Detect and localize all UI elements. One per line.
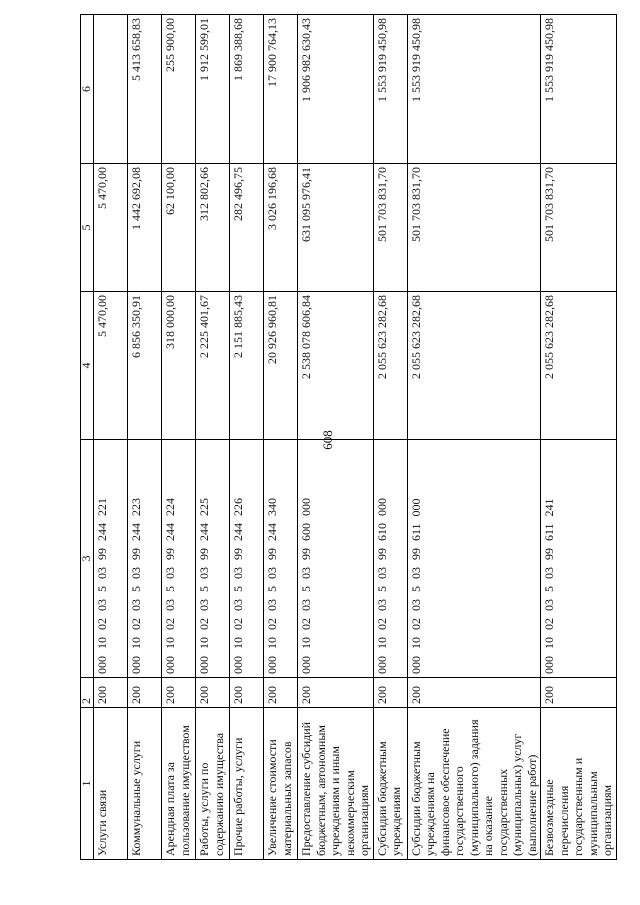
- row-col6: 1 553 919 450,98: [541, 15, 617, 164]
- row-col6: 1 553 919 450,98: [407, 15, 541, 164]
- row-code: 200: [196, 678, 230, 708]
- row-classification: 000 10 02 03 5 03 99 244 221: [94, 440, 128, 678]
- row-classification: 000 10 02 03 5 03 99 244 223: [128, 440, 162, 678]
- table-row: [407, 15, 541, 860]
- row-name: Безвозмездные перечисления государственным и муниципальным организациям: [541, 708, 617, 860]
- page-number: 608: [320, 430, 335, 450]
- row-col4: 2 151 885,43: [230, 292, 264, 440]
- table-row: [373, 15, 407, 860]
- row-name: Работы, услуги по содержанию имущества: [196, 708, 230, 860]
- row-col4: 318 000,00: [162, 292, 196, 440]
- row-col5: 5 470,00: [94, 164, 128, 292]
- row-col4: 2 055 623 282,68: [407, 292, 541, 440]
- header-col-3: 3: [81, 440, 94, 678]
- header-col-4: 4: [81, 292, 94, 440]
- row-name: Субсидии бюджетным учреждениям на финансовое обеспечение государственного (муниципального) задания на оказание государственных (муниципальных) услуг (выполнение работ): [407, 708, 541, 860]
- row-classification: 000 10 02 03 5 03 99 244 225: [196, 440, 230, 678]
- row-code: 200: [128, 678, 162, 708]
- rotated-table-container: [80, 15, 618, 860]
- row-name: Коммунальные услуги: [128, 708, 162, 860]
- row-classification: 000 10 02 03 5 03 99 611 241: [541, 440, 617, 678]
- row-col4: 6 856 350,91: [128, 292, 162, 440]
- row-col5: 1 442 692,08: [128, 164, 162, 292]
- row-classification: 000 10 02 03 5 03 99 244 226: [230, 440, 264, 678]
- row-col5: 501 703 831,70: [541, 164, 617, 292]
- row-col6: 1 553 919 450,98: [373, 15, 407, 164]
- row-col4: 20 926 960,81: [264, 292, 298, 440]
- header-col-1: 1: [81, 708, 94, 860]
- row-code: 200: [264, 678, 298, 708]
- row-code: 200: [373, 678, 407, 708]
- row-classification: 000 10 02 03 5 03 99 611 000: [407, 440, 541, 678]
- row-code: 200: [162, 678, 196, 708]
- row-code: 200: [407, 678, 541, 708]
- row-col5: 312 802,66: [196, 164, 230, 292]
- row-col4: 2 225 401,67: [196, 292, 230, 440]
- row-classification: 000 10 02 03 5 03 99 244 224: [162, 440, 196, 678]
- row-col4: 5 470,00: [94, 292, 128, 440]
- header-col-6: 6: [81, 15, 94, 164]
- table-row: [94, 15, 128, 860]
- row-col5: 3 026 196,68: [264, 164, 298, 292]
- row-name: Прочие работы, услуги: [230, 708, 264, 860]
- table-row: [162, 15, 196, 860]
- header-row: [81, 15, 94, 860]
- row-code: 200: [230, 678, 264, 708]
- row-col4: 2 538 078 606,84: [298, 292, 374, 440]
- table-row: [298, 15, 374, 860]
- row-col6: 17 900 764,13: [264, 15, 298, 164]
- row-name: Увеличение стоимости материальных запасов: [264, 708, 298, 860]
- row-name: Субсидии бюджетным учреждениям: [373, 708, 407, 860]
- row-col6: 1 869 388,68: [230, 15, 264, 164]
- row-col6: 1 906 982 630,43: [298, 15, 374, 164]
- row-classification: 000 10 02 03 5 03 99 610 000: [373, 440, 407, 678]
- row-col6: [94, 15, 128, 164]
- row-classification: 000 10 02 03 5 03 99 600 000: [298, 440, 374, 678]
- table-row: [230, 15, 264, 860]
- row-name: Предоставление субсидий бюджетным, автономным учреждениям и иным некоммерческим организациям: [298, 708, 374, 860]
- table-row: [196, 15, 230, 860]
- row-col4: 2 055 623 282,68: [373, 292, 407, 440]
- row-code: 200: [94, 678, 128, 708]
- table-row: [264, 15, 298, 860]
- row-col5: 501 703 831,70: [407, 164, 541, 292]
- table-row: [541, 15, 617, 860]
- row-col6: 1 912 599,01: [196, 15, 230, 164]
- row-code: 200: [298, 678, 374, 708]
- header-col-2: 2: [81, 678, 94, 708]
- row-col4: 2 055 623 282,68: [541, 292, 617, 440]
- row-name: Арендная плата за пользование имуществом: [162, 708, 196, 860]
- row-name: Услуги связи: [94, 708, 128, 860]
- row-col5: 282 496,75: [230, 164, 264, 292]
- row-col5: 501 703 831,70: [373, 164, 407, 292]
- budget-table: [80, 14, 617, 860]
- row-classification: 000 10 02 03 5 03 99 244 340: [264, 440, 298, 678]
- row-col5: 631 095 976,41: [298, 164, 374, 292]
- row-col5: 62 100,00: [162, 164, 196, 292]
- row-col6: 5 413 658,83: [128, 15, 162, 164]
- table-row: [128, 15, 162, 860]
- row-code: 200: [541, 678, 617, 708]
- row-col6: 255 900,00: [162, 15, 196, 164]
- header-col-5: 5: [81, 164, 94, 292]
